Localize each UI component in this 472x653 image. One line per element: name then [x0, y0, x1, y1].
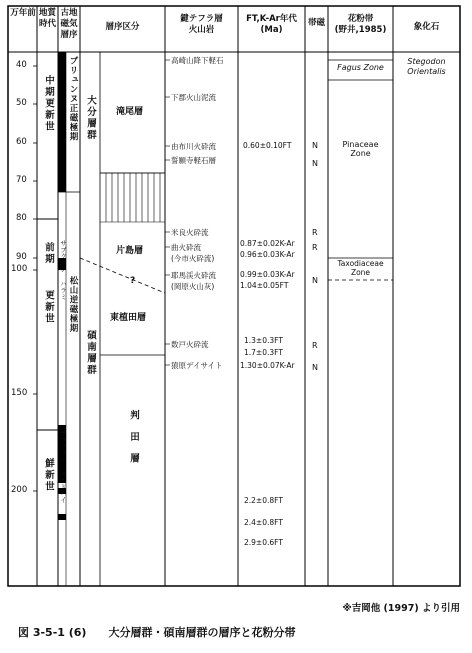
age-value: 2.4±0.8FT	[244, 518, 283, 527]
takio-formation: 滝尾層	[116, 107, 144, 117]
tick-label: 200	[11, 485, 28, 495]
age-value: 1.7±0.3FT	[244, 348, 283, 357]
polarity-mark: N	[312, 363, 318, 372]
brunhes-label: ブリュンヌ正磁極期	[68, 56, 78, 142]
kusu-group-label: 碩南層群	[85, 330, 96, 376]
tick-label: 60	[16, 137, 27, 147]
hanta-formation: 判田層	[128, 410, 139, 475]
tephra-item: 米良火砕流	[171, 228, 209, 237]
age-value: 0.99±0.03K-Ar	[240, 270, 295, 279]
tephra-item: (今市火砕流)	[171, 254, 215, 263]
age-value: 1.04±0.05FT	[240, 281, 289, 290]
geo-age-pliocene: 鮮新世	[43, 458, 54, 493]
figure-caption: 図 3-5-1 (6) 大分層群・碩南層群の層序と花粉分帯	[18, 626, 296, 639]
jaramillo-label: サブクロン ハラミ	[59, 240, 67, 300]
taxodiaceae-zone: Taxodiaceae Zone	[337, 259, 384, 277]
unknown-marker: ?	[130, 276, 136, 286]
geo-age-pleistocene: 更新世	[43, 290, 54, 325]
tephra-item: 高崎山降下軽石	[171, 56, 224, 65]
olduvai-label: サブクロン オルドバイ	[59, 430, 67, 503]
header-geo-age: 地質時代	[38, 8, 56, 29]
header-tephra: 鍵テフラ層 火山岩	[180, 14, 223, 35]
age-value: 0.96±0.03K-Ar	[240, 250, 295, 259]
tick-label: 100	[11, 264, 28, 274]
age-value: 0.87±0.02K-Ar	[240, 239, 295, 248]
tick-label: 40	[16, 60, 27, 70]
header-fossil: 象化石	[413, 22, 440, 32]
tephra-item: 誓願寺軽石層	[171, 156, 216, 165]
fagus-zone: Fagus Zone	[337, 63, 384, 72]
header-mag: 帯磁	[307, 18, 325, 28]
header-pollen: 花粉帯 (野井,1985)	[334, 14, 387, 35]
stegodon-fossil: Stegodon Orientalis	[407, 57, 446, 76]
tephra-item: (岡原火山灰)	[171, 282, 215, 291]
oita-group-label: 大分層群	[85, 95, 96, 141]
polarity-mark: R	[312, 228, 318, 237]
tephra-item: 曲火砕流	[171, 243, 201, 252]
header-dating: FT,K-Ar年代 (Ma)	[246, 14, 297, 35]
matuyama-label: 松山逆磁極期	[68, 276, 78, 333]
polarity-mark: N	[312, 276, 318, 285]
age-value: 0.60±0.10FT	[243, 141, 292, 150]
pinaceae-zone: Pinaceae Zone	[342, 140, 379, 158]
higashi-ueda-formation: 東植田層	[110, 313, 147, 323]
age-value: 2.9±0.6FT	[244, 538, 283, 547]
brunhes-bar	[58, 52, 66, 192]
header-paleomag: 古地磁気層序	[60, 8, 78, 40]
age-value: 2.2±0.8FT	[244, 496, 283, 505]
geo-age-middle-pleistocene: 中期更新世	[43, 75, 54, 133]
tick-label: 90	[16, 252, 27, 262]
header-time: 万年前	[10, 8, 36, 18]
polarity-mark: R	[312, 243, 318, 252]
tick-label: 70	[16, 175, 27, 185]
tephra-item: 由布川火砕流	[171, 142, 216, 151]
tephra-item: 猿原デイサイト	[171, 361, 223, 370]
header-strat: 層序区分	[105, 22, 140, 32]
tick-label: 150	[11, 388, 28, 398]
citation: ※吉岡他 (1997) より引用	[342, 603, 460, 614]
polarity-mark: R	[312, 341, 318, 350]
tephra-item: 下郡火山泥流	[171, 93, 216, 102]
geo-age-early: 前期	[43, 242, 54, 265]
katashima-formation: 片島層	[116, 246, 144, 256]
polarity-mark: N	[312, 141, 318, 150]
tick-label: 80	[16, 213, 27, 223]
tephra-item: 耶馬渓火砕流	[171, 271, 216, 280]
age-value: 1.3±0.3FT	[244, 336, 283, 345]
tephra-item: 数戸火砕流	[171, 340, 209, 349]
tick-label: 50	[16, 98, 27, 108]
age-value: 1.30±0.07K-Ar	[240, 361, 295, 370]
polarity-mark: N	[312, 159, 318, 168]
